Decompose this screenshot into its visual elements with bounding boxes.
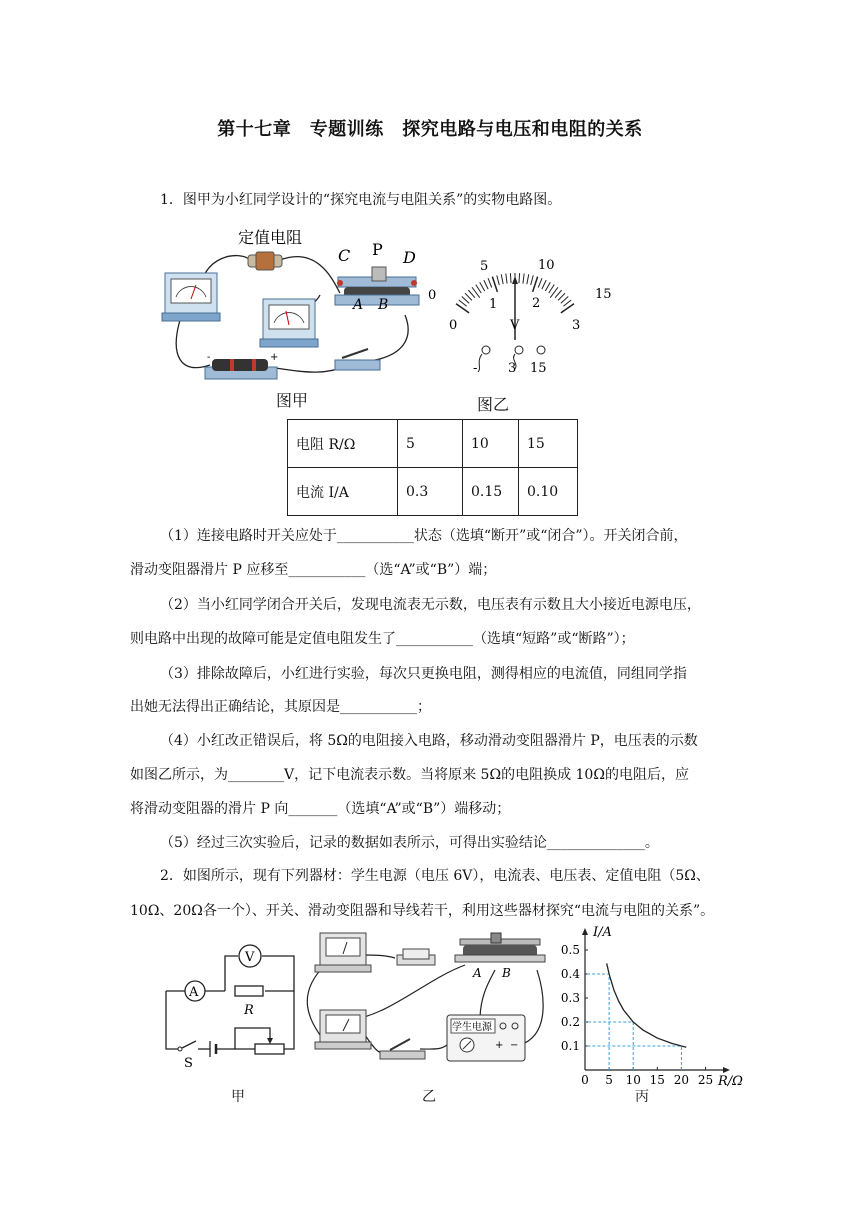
rheostat-symbol — [255, 1044, 284, 1054]
table-cell: 5 — [398, 420, 463, 468]
dial-tick — [459, 300, 467, 306]
x-tick-label: 5 — [605, 1073, 613, 1087]
table-row — [288, 468, 578, 516]
y-tick-label: 0.3 — [560, 991, 580, 1005]
q1-part1-line1: （1）连接电路时开关应处于___________状态（选填“断开”或“闭合”）。开关闭合前， — [160, 528, 688, 544]
dial-tick — [555, 290, 561, 298]
switch — [335, 349, 380, 370]
dial-tick — [527, 274, 529, 284]
table-cell: 0.10 — [519, 468, 578, 516]
dial-bottom-2: 2 — [532, 296, 541, 311]
dial-tick — [497, 275, 500, 285]
x-axis-label: R/Ω — [718, 1074, 743, 1089]
switch — [380, 1039, 425, 1059]
q2-figure-yi — [305, 925, 555, 1075]
dial-tick — [531, 275, 534, 285]
ammeter — [162, 273, 220, 321]
dial-top-0: 0 — [428, 288, 437, 303]
dial-tick — [501, 274, 503, 284]
power-supply-label: 学生电源 — [452, 1022, 492, 1033]
dial-tick — [480, 282, 485, 291]
q1-part2-line1: （2）当小红同学闭合开关后，发现电流表无示数，电压表有示数且大小接近电源电压， — [160, 597, 701, 613]
y-axis-arrow — [582, 928, 588, 935]
dial-unit: V — [510, 318, 520, 333]
table-cell: 15 — [519, 420, 578, 468]
voltmeter — [315, 933, 371, 972]
dial-tick — [456, 304, 469, 313]
q2-fig-yi-caption: 乙 — [422, 1089, 436, 1105]
dial-bottom-1: 1 — [489, 297, 498, 312]
terminal-d-label: D — [403, 248, 416, 267]
terminal-p-label: P — [372, 240, 383, 259]
table-row-label: 电阻 R/Ω — [288, 420, 398, 468]
table-cell: 0.3 — [398, 468, 463, 516]
ammeter — [315, 1010, 371, 1049]
x-tick-label: 15 — [649, 1073, 665, 1087]
dial-tick — [545, 282, 550, 291]
q1-intro: 1．图甲为小红同学设计的“探究电流与电阻关系”的实物电路图。 — [160, 192, 562, 208]
svg-text:-: - — [207, 352, 211, 363]
x-tick-label: 20 — [673, 1073, 690, 1087]
dial-tick — [561, 297, 568, 304]
q2-line2: 10Ω、20Ω各一个）、开关、滑动变阻器和导线若干，利用这些器材探究“电流与电阻的关系”。 — [130, 903, 715, 919]
dial-top-5: 5 — [480, 259, 489, 274]
q1-part4-line3: 将滑动变阻器的滑片 P 向_______（选填“A”或“B”）端移动； — [130, 801, 511, 817]
svg-text:R: R — [244, 1003, 254, 1018]
q1-figure-yi — [420, 250, 620, 380]
terminal-c-label: C — [338, 246, 351, 265]
terminal-b-label: B — [378, 297, 389, 313]
terminal-b-label: B — [502, 966, 511, 980]
dial-bottom-0: 0 — [449, 318, 458, 333]
q1-part3-line2: 出她无法得出正确结论，其原因是___________； — [130, 699, 431, 715]
terminal-a-label: A — [353, 297, 364, 313]
dial-tick — [538, 278, 542, 287]
dial-tick — [465, 293, 472, 300]
page-title: 第十七章 专题训练 探究电路与电压和电阻的关系 — [217, 119, 643, 140]
q2-figure-jia — [160, 940, 310, 1070]
y-axis-label: I/A — [593, 925, 612, 940]
table-cell: 0.15 — [463, 468, 519, 516]
x-tick-label: 10 — [625, 1073, 641, 1087]
table-cell: 10 — [463, 420, 519, 468]
dial-tick — [506, 274, 507, 284]
x-tick-label: 25 — [697, 1073, 714, 1087]
q2-line1: 2．如图所示，现有下列器材：学生电源（电压 6V），电流表、电压表、定值电阻（5Ω、 — [160, 868, 710, 884]
dial-tick — [542, 280, 546, 289]
y-tick-label: 0.1 — [560, 1039, 580, 1053]
dial-tick — [492, 277, 497, 292]
svg-text:+: + — [495, 1040, 504, 1051]
fixed-resistor-label: 定值电阻 — [238, 228, 303, 247]
y-tick-label: 0.5 — [560, 943, 580, 957]
terminal-minus — [482, 346, 490, 354]
dial-tick — [558, 293, 565, 300]
battery — [205, 352, 278, 379]
resistor-symbol — [235, 986, 263, 996]
dial-tick — [476, 285, 481, 293]
svg-text:+: + — [270, 352, 279, 363]
y-tick-label: 0.2 — [560, 1015, 580, 1029]
dial-top-10: 10 — [538, 258, 555, 273]
voltmeter — [260, 299, 318, 347]
dial-bottom-3: 3 — [572, 318, 581, 333]
switch-label: S — [184, 1056, 193, 1071]
q2-fig-bing-caption: 丙 — [635, 1089, 649, 1105]
dial-tick — [533, 277, 538, 292]
q1-part5: （5）经过三次实验后，记录的数据如表所示，可得出实验结论______________。 — [160, 835, 659, 851]
q1-fig-yi-caption: 图乙 — [477, 395, 510, 414]
q1-part1-line2: 滑动变阻器滑片 P 应移至___________（选“A”或“B”）端； — [130, 562, 497, 578]
dial-tick — [519, 273, 520, 283]
terminal-a-label: A — [473, 966, 482, 980]
dial-tick — [523, 274, 524, 284]
table-row-label: 电流 I/A — [288, 468, 398, 516]
dial-tick — [561, 304, 574, 313]
q1-part4-line2: 如图乙所示，为________V，记下电流表示数。当将原来 5Ω的电阻换成 10Ω的电阻后，应 — [130, 767, 689, 783]
svg-text:15: 15 — [530, 361, 547, 376]
q1-figure-jia — [160, 225, 430, 415]
dial-tick — [468, 290, 474, 298]
y-tick-label: 0.4 — [560, 967, 580, 981]
fixed-resistor — [248, 252, 282, 270]
svg-text:V: V — [245, 950, 255, 965]
terminal-3 — [515, 346, 523, 354]
table-row — [288, 420, 578, 468]
dial-tick — [510, 273, 511, 283]
q1-fig-jia-caption: 图甲 — [276, 391, 309, 410]
dial-tick — [563, 300, 571, 306]
x-axis-arrow — [723, 1067, 730, 1073]
svg-text:-: - — [473, 361, 478, 376]
q1-data-table — [287, 419, 578, 516]
rheostat — [335, 267, 419, 305]
dial-top-15: 15 — [595, 287, 612, 302]
dial-tick — [549, 285, 554, 293]
rheostat — [455, 933, 545, 962]
q2-fig-jia-caption: 甲 — [231, 1089, 245, 1105]
svg-text:−: − — [510, 1040, 519, 1051]
fixed-resistor — [397, 949, 435, 965]
q1-part2-line2: 则电路中出现的故障可能是定值电阻发生了___________（选填“短路”或“断路”）； — [130, 631, 635, 647]
q1-part3-line1: （3）排除故障后，小红进行实验，每次只更换电阻，测得相应的电流值，同组同学指 — [160, 666, 687, 682]
dial-tick — [488, 278, 492, 287]
terminal-15 — [537, 346, 545, 354]
svg-text:A: A — [189, 985, 199, 1000]
x-tick-label: 0 — [581, 1073, 589, 1087]
svg-text:3: 3 — [508, 361, 517, 376]
dial-tick — [484, 280, 488, 289]
q2-chart-bing — [560, 925, 743, 1089]
q1-part4-line1: （4）小红改正错误后，将 5Ω的电阻接入电路，移动滑动变阻器滑片 P，电压表的示数 — [160, 733, 698, 749]
series-line — [607, 963, 687, 1047]
dial-tick — [462, 297, 469, 304]
